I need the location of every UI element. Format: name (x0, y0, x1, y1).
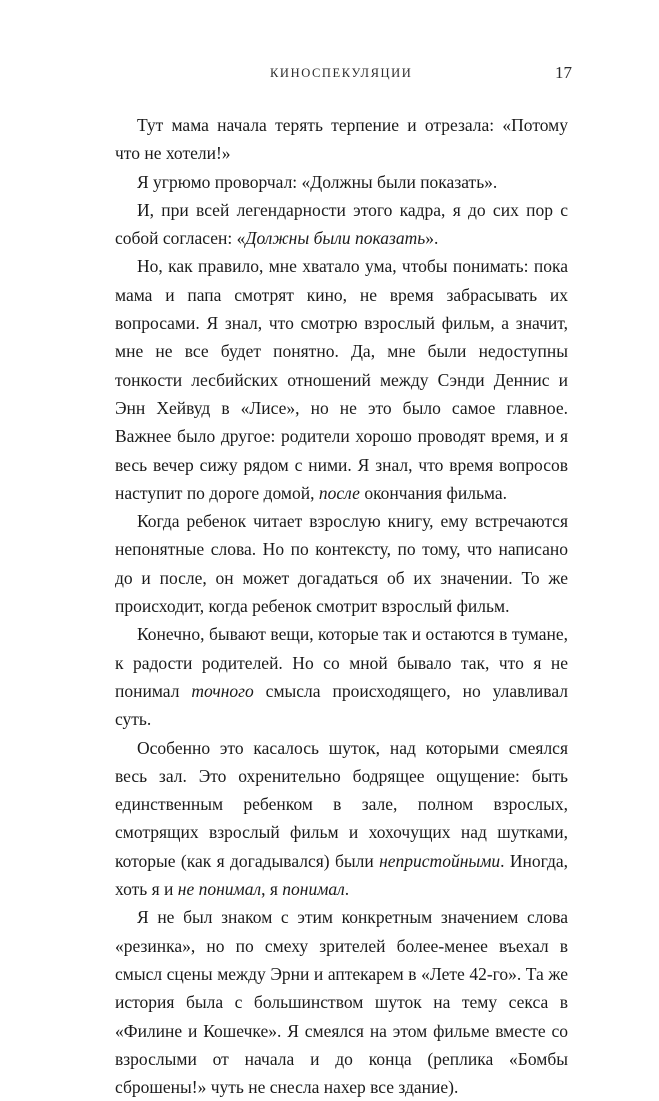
paragraph (115, 196, 568, 253)
paragraph (115, 168, 568, 196)
italic-text: не понимал (177, 879, 262, 900)
text-run: Тут мама начала терять терпение и отрезала: «Потому что не хотели!» (115, 115, 568, 164)
paragraph (115, 252, 568, 507)
text-run: ». (425, 228, 439, 249)
text-run: , я (261, 879, 283, 900)
paragraph (115, 734, 568, 904)
text-run: Я не был знаком с этим конкретным значением слова «резинка», но по смеху зрителей более-менее въехал в смысл сцены между Эрни и аптекарем в «Лете 42-го». Та же история была с большинством шуток на тему секса в «Филине и Кошечке». Я смеялся на этом фильме вместе со взрослыми от начала и до конца (реплика «Бомбы сброшены!» чуть не снесла нахер все здание). (115, 907, 568, 1098)
paragraph (115, 111, 568, 168)
italic-text: Должны были показать (245, 228, 426, 249)
italic-text: точного (191, 680, 254, 701)
text-run: Особенно это касалось шуток, над которыми смеялся весь зал. Это охренительно бодрящее ощущение: быть единственным ребенком в зале, полном взрослых, смотрящих взрослый фильм и хохочущих над шутками, которые (как я догадывался) были (115, 737, 568, 871)
text-run: . (344, 879, 350, 900)
text-run: смысла происходящего, но улавливал суть. (115, 680, 568, 730)
body-text (115, 111, 568, 1101)
page-number: 17 (555, 63, 572, 82)
paragraph (115, 507, 568, 620)
paragraph (115, 903, 568, 1101)
text-run: Когда ребенок читает взрослую книгу, ему встречаются непонятные слова. Но по контексту, по тому, что написано до и после, он может догадаться об их значении. То же происходит, когда ребенок смотрит взрослый фильм. (115, 511, 568, 617)
text-run: . Иногда, хоть я и (115, 850, 568, 900)
italic-text: после (318, 482, 360, 503)
text-run: Конечно, бывают вещи, которые так и остаются в тумане, к радости родителей. Но со мной бывало так, что я не понимал (115, 624, 568, 701)
running-head: КИНОСПЕКУЛЯЦИИ (270, 66, 413, 80)
paragraph (115, 620, 568, 733)
text-run: Но, как правило, мне хватало ума, чтобы понимать: пока мама и папа смотрят кино, не время забрасывать их вопросами. Я знал, что смотрю взрослый фильм, а значит, мне не все будет понятно. Да, мне были недоступны тонкости лесбийских отношений между Сэнди Деннис и Энн Хейвуд в «Лисе», но не это было самое главное. Важнее было другое: родители хорошо проводят время, и я весь вечер сижу рядом с ними. Я знал, что время вопросов наступит по дороге домой, (115, 256, 568, 503)
text-run: И, при всей легендарности этого кадра, я до сих пор с собой согласен: « (115, 199, 568, 249)
text-run: Я угрюмо проворчал: «Должны были показать». (137, 171, 498, 192)
text-run: окончания фильма. (359, 482, 508, 503)
italic-text: непристойными (379, 850, 501, 871)
italic-text: понимал (282, 879, 345, 900)
